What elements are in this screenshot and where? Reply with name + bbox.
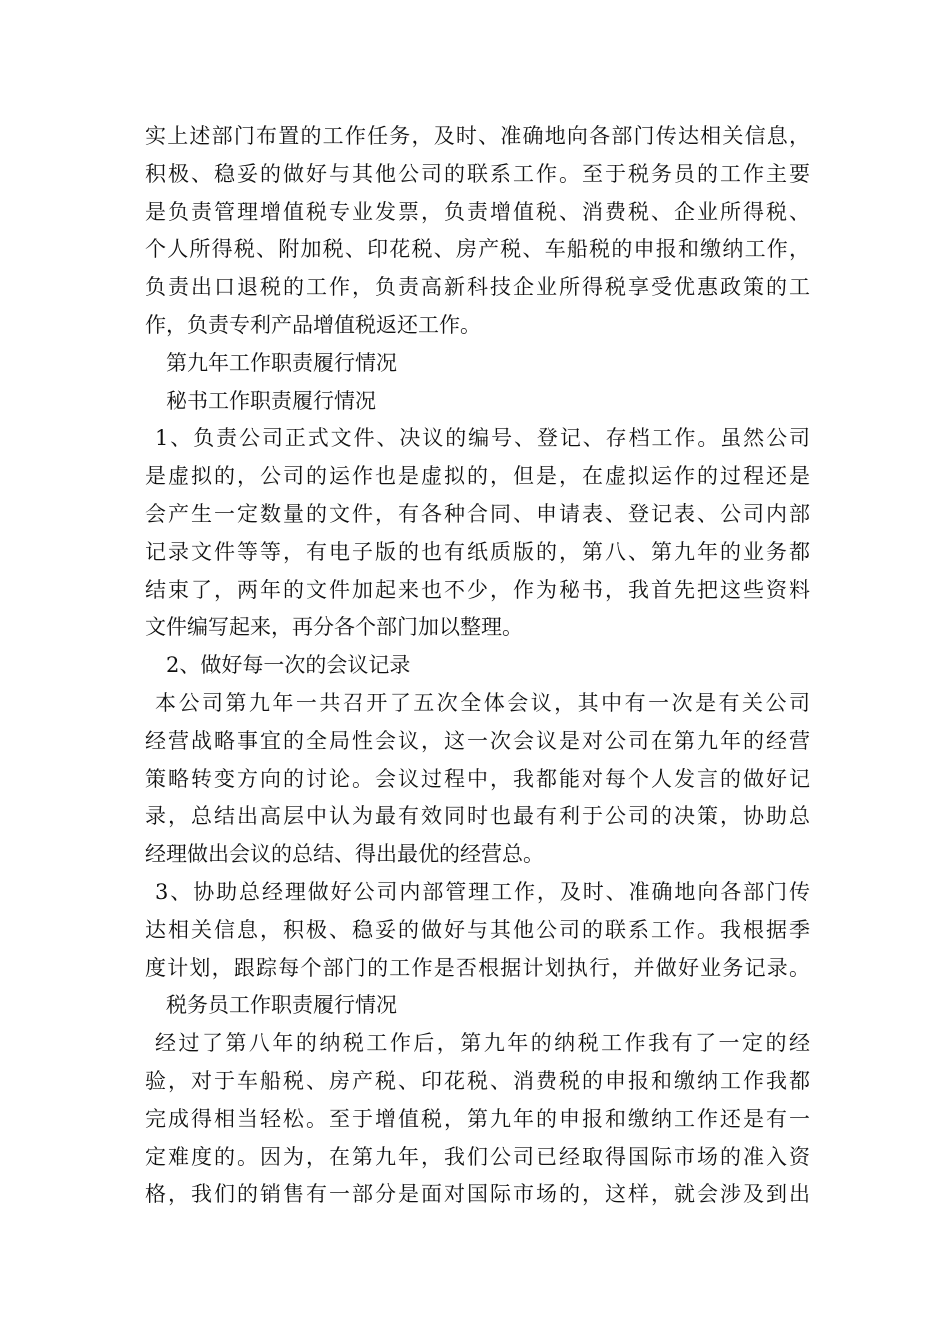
body-line: 文件编写起来，再分各个部门加以整理。 xyxy=(145,615,523,640)
body-line: 积极、稳妥的做好与其他公司的联系工作。至于税务员的工作主要 xyxy=(145,161,810,186)
body-line: 达相关信息，积极、稳妥的做好与其他公司的联系工作。我根据季 xyxy=(145,917,810,942)
body-line: 度计划，跟踪每个部门的工作是否根据计划执行，并做好业务记录。 xyxy=(145,955,810,980)
body-line: 定难度的。因为，在第九年，我们公司已经取得国际市场的准入资 xyxy=(145,1144,810,1169)
body-line: 录，总结出高层中认为最有效同时也最有利于公司的决策，协助总 xyxy=(145,804,810,829)
body-line: 经营战略事宜的全局性会议，这一次会议是对公司在第九年的经营 xyxy=(145,728,810,753)
body-line: 3、协助总经理做好公司内部管理工作，及时、准确地向各部门传 xyxy=(155,879,810,904)
body-line: 经理做出会议的总结、得出最优的经营总。 xyxy=(145,842,544,867)
body-line: 本公司第九年一共召开了五次全体会议，其中有一次是有关公司 xyxy=(155,690,810,715)
body-line: 1、负责公司正式文件、决议的编号、登记、存档工作。虽然公司 xyxy=(155,426,810,451)
document-body xyxy=(145,118,810,1214)
item-heading: 2、做好每一次的会议记录 xyxy=(166,653,411,678)
body-line: 个人所得税、附加税、印花税、房产税、车船税的申报和缴纳工作， xyxy=(145,237,810,262)
body-line: 是虚拟的，公司的运作也是虚拟的，但是，在虚拟运作的过程还是 xyxy=(145,464,810,489)
body-line: 经过了第八年的纳税工作后，第九年的纳税工作我有了一定的经 xyxy=(155,1031,810,1056)
subsection-heading: 税务员工作职责履行情况 xyxy=(166,993,397,1018)
body-line: 实上述部门布置的工作任务，及时、准确地向各部门传达相关信息， xyxy=(145,124,810,148)
body-line: 结束了，两年的文件加起来也不少，作为秘书，我首先把这些资料 xyxy=(145,577,810,602)
body-line: 负责出口退税的工作，负责高新科技企业所得税享受优惠政策的工 xyxy=(145,275,810,300)
body-line: 完成得相当轻松。至于增值税，第九年的申报和缴纳工作还是有一 xyxy=(145,1106,810,1131)
body-line: 策略转变方向的讨论。会议过程中，我都能对每个人发言的做好记 xyxy=(145,766,810,791)
body-line: 会产生一定数量的文件，有各种合同、申请表、登记表、公司内部 xyxy=(145,501,810,526)
body-line: 记录文件等等，有电子版的也有纸质版的，第八、第九年的业务都 xyxy=(145,539,810,564)
body-line: 是负责管理增值税专业发票，负责增值税、消费税、企业所得税、 xyxy=(145,199,810,224)
body-line: 格，我们的销售有一部分是面对国际市场的，这样，就会涉及到出 xyxy=(145,1182,810,1207)
section-heading: 第九年工作职责履行情况 xyxy=(166,350,397,375)
body-line: 作，负责专利产品增值税返还工作。 xyxy=(145,312,481,337)
subsection-heading: 秘书工作职责履行情况 xyxy=(166,388,376,413)
body-line: 验，对于车船税、房产税、印花税、消费税的申报和缴纳工作我都 xyxy=(145,1068,810,1093)
